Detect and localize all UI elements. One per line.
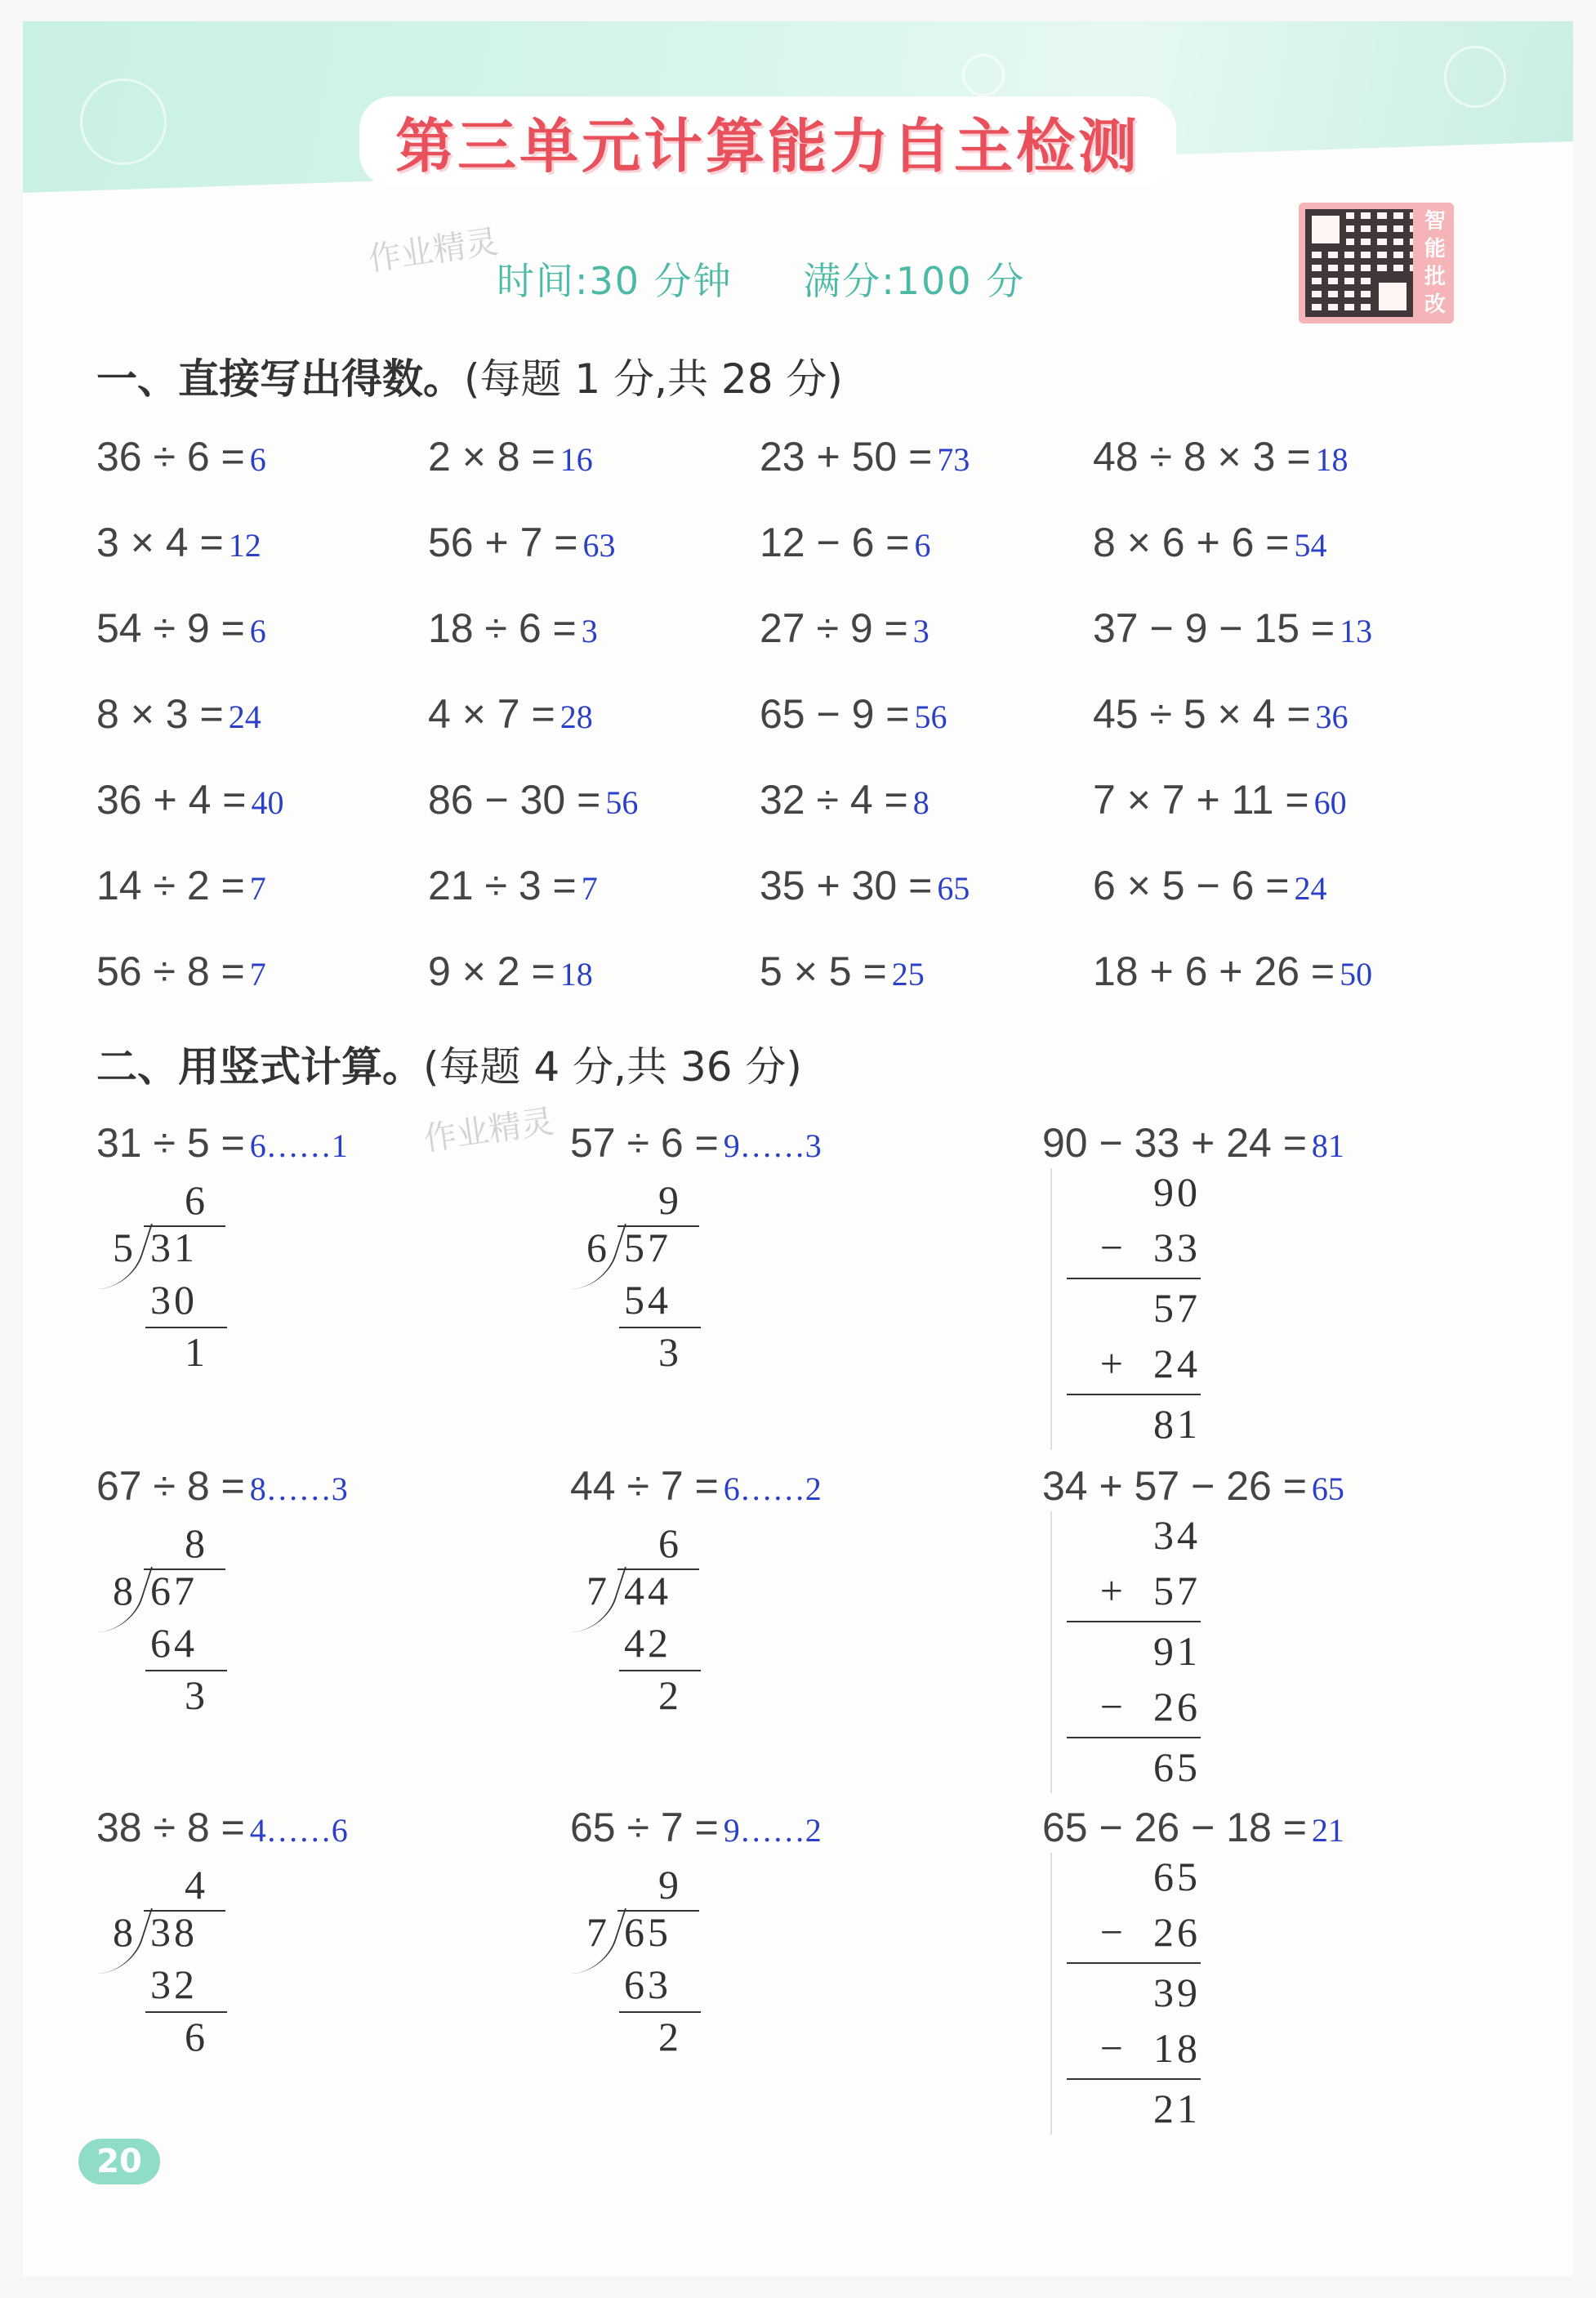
dividend: 65 bbox=[624, 1909, 671, 1955]
answer: 6……1 bbox=[249, 1127, 348, 1164]
answer: 3 bbox=[912, 613, 930, 649]
question: 8 × 3 = bbox=[96, 691, 224, 737]
section2-heading: 二、用竖式计算。(每题 4 分,共 36 分) bbox=[96, 1043, 802, 1091]
column-line: 57 bbox=[1153, 1285, 1201, 1331]
division-question bbox=[96, 1462, 348, 1510]
exam-meta bbox=[497, 252, 1082, 306]
mental-math-item bbox=[96, 605, 266, 652]
mental-math-item bbox=[96, 433, 266, 480]
question: 9 × 2 = bbox=[428, 948, 555, 994]
question: 35 + 30 = bbox=[760, 863, 933, 908]
mental-math-item bbox=[96, 948, 266, 995]
answer: 24 bbox=[1294, 870, 1327, 907]
answer: 25 bbox=[891, 956, 925, 993]
column-guide bbox=[1050, 1168, 1052, 1450]
mixed-calc-question bbox=[1042, 1804, 1344, 1851]
answer: 36 bbox=[1315, 698, 1349, 735]
column-line: 21 bbox=[1153, 2086, 1201, 2131]
dividend: 31 bbox=[150, 1225, 198, 1270]
question: 65 − 26 − 18 = bbox=[1042, 1805, 1307, 1850]
dividend: 57 bbox=[624, 1225, 671, 1270]
qr-code-panel[interactable] bbox=[1299, 203, 1454, 324]
question: 34 + 57 − 26 = bbox=[1042, 1463, 1307, 1509]
mental-math-item bbox=[428, 690, 593, 738]
answer: 6 bbox=[914, 527, 931, 564]
division-question bbox=[570, 1119, 822, 1167]
decor-bubble bbox=[80, 78, 167, 165]
column-line: − 26 bbox=[1099, 1684, 1201, 1729]
answer: 6 bbox=[249, 441, 266, 478]
remainder: 3 bbox=[185, 1672, 205, 1718]
page-title: 第三单元计算能力自主检测 bbox=[395, 112, 1140, 181]
answer: 7 bbox=[581, 870, 598, 907]
quotient: 4 bbox=[185, 1862, 205, 1908]
question: 4 × 7 = bbox=[428, 691, 555, 737]
question: 2 × 8 = bbox=[428, 434, 555, 480]
mental-math-item bbox=[760, 948, 925, 995]
decor-bubble bbox=[962, 54, 1005, 96]
question: 32 ÷ 4 = bbox=[760, 777, 908, 823]
quotient: 8 bbox=[185, 1520, 205, 1566]
mental-math-item bbox=[428, 605, 598, 652]
mental-math-item bbox=[96, 690, 261, 738]
question: 31 ÷ 5 = bbox=[96, 1120, 245, 1166]
question: 27 ÷ 9 = bbox=[760, 605, 908, 651]
question: 54 ÷ 9 = bbox=[96, 605, 245, 651]
mental-math-item bbox=[428, 776, 638, 823]
answer: 8 bbox=[912, 784, 930, 821]
mental-math-item bbox=[1093, 948, 1372, 995]
answer: 18 bbox=[1315, 441, 1349, 478]
division-question bbox=[96, 1119, 348, 1167]
remainder: 6 bbox=[185, 2014, 205, 2059]
sum-line bbox=[1067, 1962, 1201, 1964]
sum-line bbox=[1067, 1394, 1201, 1395]
divisor: 5 bbox=[113, 1225, 133, 1270]
question: 5 × 5 = bbox=[760, 948, 887, 994]
answer: 65 bbox=[1311, 1470, 1344, 1507]
dividend: 38 bbox=[150, 1909, 198, 1955]
dividend: 44 bbox=[624, 1568, 671, 1613]
divisor: 6 bbox=[586, 1225, 607, 1270]
column-guide bbox=[1050, 1511, 1052, 1793]
mental-math-item bbox=[428, 862, 598, 909]
mental-math-item bbox=[96, 519, 261, 566]
mental-math-item bbox=[760, 605, 930, 652]
question: 45 ÷ 5 × 4 = bbox=[1093, 691, 1311, 737]
question: 23 + 50 = bbox=[760, 434, 933, 480]
divisor: 7 bbox=[586, 1568, 607, 1613]
question: 56 ÷ 8 = bbox=[96, 948, 245, 994]
question: 7 × 7 + 11 = bbox=[1093, 777, 1309, 823]
division-question bbox=[570, 1462, 822, 1510]
column-line: 34 bbox=[1153, 1512, 1201, 1558]
product: 32 bbox=[150, 1961, 198, 2007]
column-line: − 26 bbox=[1099, 1909, 1201, 1955]
mental-math-item bbox=[1093, 605, 1372, 652]
column-line: 90 bbox=[1153, 1169, 1201, 1215]
column-line: − 18 bbox=[1099, 2025, 1201, 2071]
answer: 7 bbox=[249, 956, 266, 993]
question: 14 ÷ 2 = bbox=[96, 863, 245, 908]
answer: 73 bbox=[937, 441, 970, 478]
mental-math-item bbox=[1093, 519, 1326, 566]
column-line: 39 bbox=[1153, 1970, 1201, 2015]
product: 42 bbox=[624, 1620, 671, 1666]
answer: 60 bbox=[1313, 784, 1347, 821]
sum-line bbox=[1067, 2078, 1201, 2080]
time-limit: 时间:30 分钟 bbox=[497, 259, 733, 303]
answer: 50 bbox=[1340, 956, 1373, 993]
mental-math-item bbox=[760, 862, 970, 909]
question: 65 ÷ 7 = bbox=[570, 1805, 719, 1850]
column-line: 65 bbox=[1153, 1744, 1201, 1790]
quotient: 6 bbox=[658, 1520, 679, 1566]
mental-math-item bbox=[1093, 776, 1347, 823]
question: 67 ÷ 8 = bbox=[96, 1463, 245, 1509]
answer: 9……2 bbox=[723, 1812, 822, 1849]
answer: 54 bbox=[1294, 527, 1327, 564]
answer: 6……2 bbox=[723, 1470, 822, 1507]
remainder: 3 bbox=[658, 1329, 679, 1375]
question: 36 ÷ 6 = bbox=[96, 434, 245, 480]
qr-tag: 智 能 批 改 bbox=[1424, 209, 1446, 317]
qr-code-icon[interactable] bbox=[1305, 209, 1413, 317]
mixed-calc-question bbox=[1042, 1462, 1344, 1510]
answer: 13 bbox=[1340, 613, 1373, 649]
answer: 7 bbox=[249, 870, 266, 907]
mental-math-item bbox=[428, 433, 593, 480]
answer: 24 bbox=[228, 698, 261, 735]
question: 57 ÷ 6 = bbox=[570, 1120, 719, 1166]
question: 56 + 7 = bbox=[428, 520, 578, 565]
mental-math-item bbox=[1093, 862, 1326, 909]
column-guide bbox=[1050, 1853, 1052, 2135]
mental-math-item bbox=[760, 776, 930, 823]
full-score: 满分:100 分 bbox=[803, 259, 1026, 303]
remainder: 2 bbox=[658, 2014, 679, 2059]
divisor: 7 bbox=[586, 1909, 607, 1955]
question: 44 ÷ 7 = bbox=[570, 1463, 719, 1509]
answer: 8……3 bbox=[249, 1470, 348, 1507]
mental-math-item bbox=[428, 519, 616, 566]
product: 54 bbox=[624, 1277, 671, 1323]
question: 18 + 6 + 26 = bbox=[1093, 948, 1335, 994]
question: 37 − 9 − 15 = bbox=[1093, 605, 1335, 651]
mental-math-item bbox=[428, 948, 593, 995]
mixed-calc-question bbox=[1042, 1119, 1344, 1167]
page-number: 20 bbox=[78, 2139, 160, 2184]
question: 3 × 4 = bbox=[96, 520, 224, 565]
answer: 9……3 bbox=[723, 1127, 822, 1164]
column-line: − 33 bbox=[1099, 1225, 1201, 1270]
question: 6 × 5 − 6 = bbox=[1093, 863, 1290, 908]
column-line: + 24 bbox=[1099, 1341, 1201, 1386]
answer: 28 bbox=[559, 698, 593, 735]
quotient: 6 bbox=[185, 1177, 205, 1223]
divisor: 8 bbox=[113, 1909, 133, 1955]
question: 38 ÷ 8 = bbox=[96, 1805, 245, 1850]
answer: 56 bbox=[605, 784, 639, 821]
sum-line bbox=[1067, 1621, 1201, 1622]
question: 65 − 9 = bbox=[760, 691, 910, 737]
question: 48 ÷ 8 × 3 = bbox=[1093, 434, 1311, 480]
watermark: 作业精灵 bbox=[366, 223, 501, 279]
product: 30 bbox=[150, 1277, 198, 1323]
question: 18 ÷ 6 = bbox=[428, 605, 577, 651]
question: 90 − 33 + 24 = bbox=[1042, 1120, 1307, 1166]
mental-math-item bbox=[96, 862, 266, 909]
decor-bubble bbox=[1444, 46, 1506, 108]
mental-math-item bbox=[760, 690, 947, 738]
column-line: + 57 bbox=[1099, 1568, 1201, 1613]
section1-heading: 一、直接写出得数。(每题 1 分,共 28 分) bbox=[96, 355, 843, 403]
question: 8 × 6 + 6 = bbox=[1093, 520, 1290, 565]
quotient: 9 bbox=[658, 1862, 679, 1908]
column-line: 81 bbox=[1153, 1401, 1201, 1447]
dividend: 67 bbox=[150, 1568, 198, 1613]
question: 36 + 4 = bbox=[96, 777, 247, 823]
answer: 3 bbox=[581, 613, 598, 649]
answer: 40 bbox=[251, 784, 284, 821]
mental-math-item bbox=[760, 433, 970, 480]
divisor: 8 bbox=[113, 1568, 133, 1613]
answer: 6 bbox=[249, 613, 266, 649]
question: 21 ÷ 3 = bbox=[428, 863, 577, 908]
question: 12 − 6 = bbox=[760, 520, 910, 565]
answer: 65 bbox=[937, 870, 970, 907]
sum-line bbox=[1067, 1278, 1201, 1279]
answer: 81 bbox=[1311, 1127, 1344, 1164]
answer: 18 bbox=[559, 956, 593, 993]
mental-math-item bbox=[1093, 433, 1349, 480]
division-question bbox=[570, 1804, 822, 1851]
sum-line bbox=[1067, 1737, 1201, 1738]
remainder: 1 bbox=[185, 1329, 205, 1375]
question: 86 − 30 = bbox=[428, 777, 601, 823]
quotient: 9 bbox=[658, 1177, 679, 1223]
product: 63 bbox=[624, 1961, 671, 2007]
column-line: 91 bbox=[1153, 1628, 1201, 1674]
column-line: 65 bbox=[1153, 1854, 1201, 1899]
remainder: 2 bbox=[658, 1672, 679, 1718]
title-box bbox=[359, 96, 1176, 186]
answer: 16 bbox=[559, 441, 593, 478]
product: 64 bbox=[150, 1620, 198, 1666]
mental-math-item bbox=[1093, 690, 1349, 738]
answer: 12 bbox=[228, 527, 261, 564]
answer: 4……6 bbox=[249, 1812, 348, 1849]
mental-math-item bbox=[96, 776, 284, 823]
answer: 56 bbox=[914, 698, 947, 735]
division-question bbox=[96, 1804, 348, 1851]
watermark: 作业精灵 bbox=[421, 1103, 556, 1158]
answer: 63 bbox=[582, 527, 616, 564]
mental-math-item bbox=[760, 519, 931, 566]
answer: 21 bbox=[1311, 1812, 1344, 1849]
